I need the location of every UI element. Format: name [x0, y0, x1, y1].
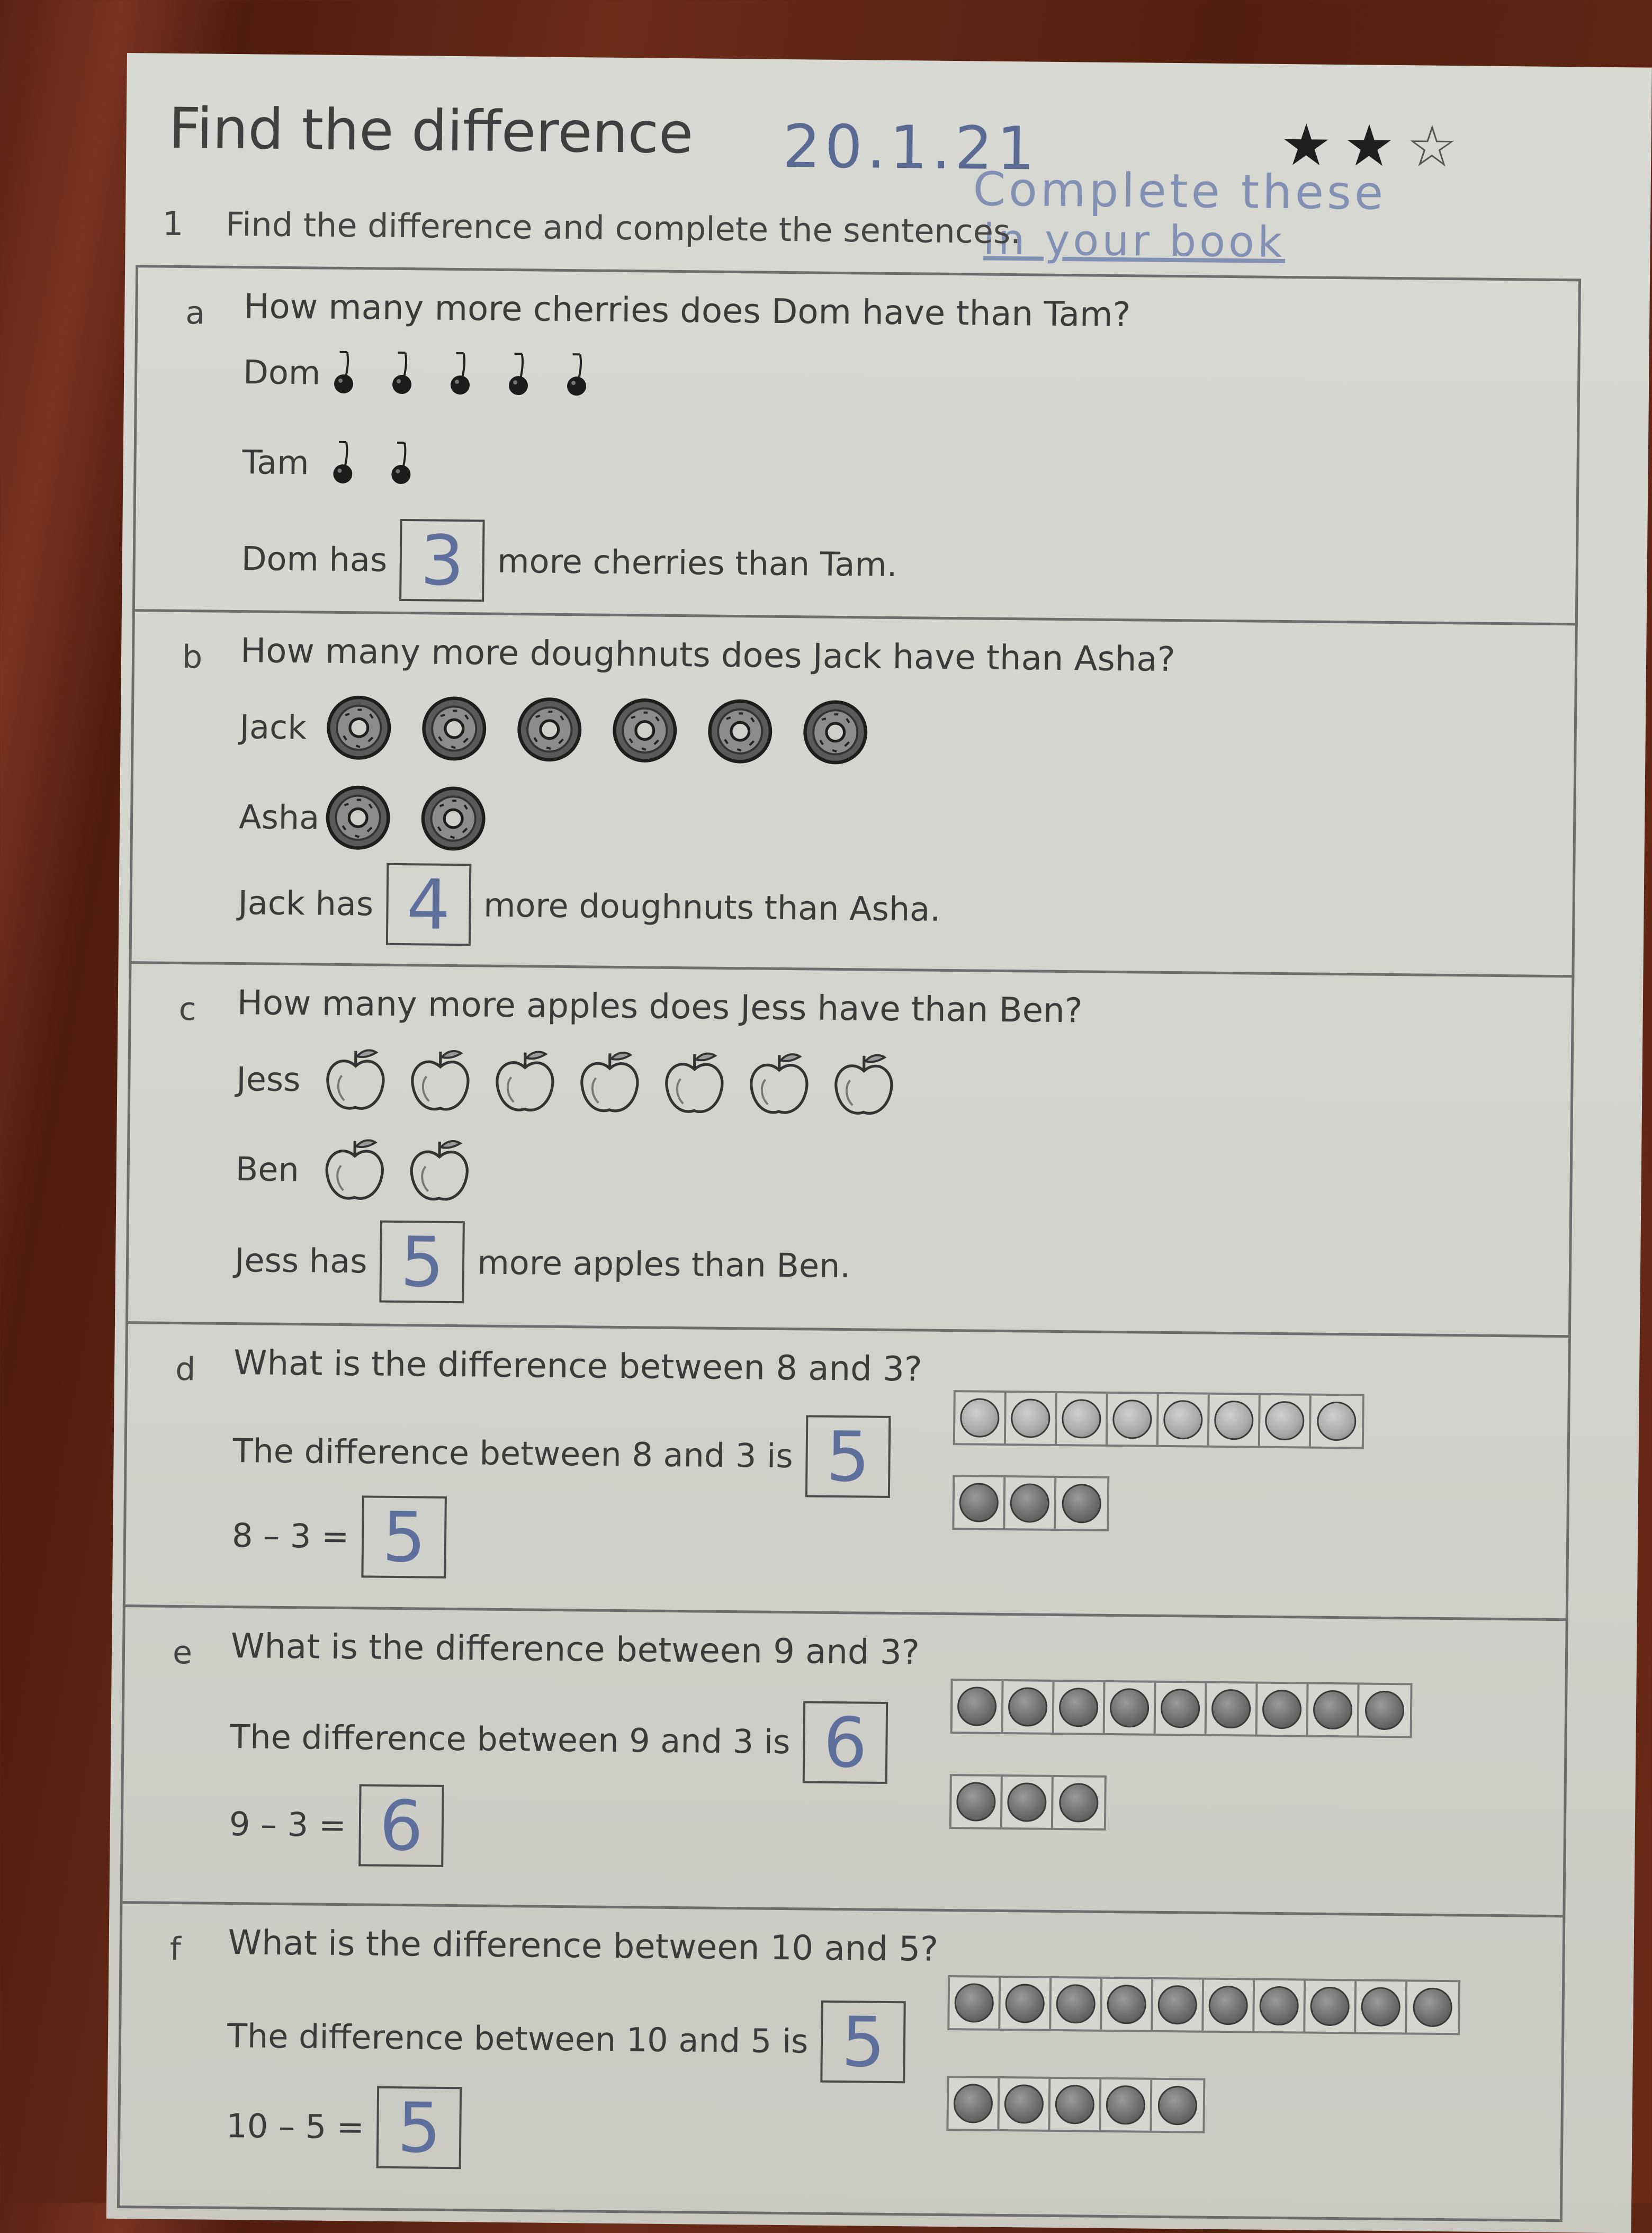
counter-strip-top	[953, 1390, 1364, 1449]
counter-icon	[1313, 1690, 1353, 1730]
sentence-start: Jess has	[235, 1241, 367, 1280]
part-d-section	[123, 1321, 1571, 1618]
counter-icon	[1265, 1401, 1305, 1441]
answer-sentence	[241, 517, 897, 606]
apple-icon	[575, 1047, 644, 1117]
counter-cell	[999, 2078, 1051, 2130]
counter-cell	[954, 1477, 1005, 1528]
part-question: How many more doughnuts does Jack have than Asha?	[240, 631, 1175, 679]
counter-strip-top	[950, 1679, 1413, 1738]
counter-icon	[1361, 1987, 1400, 2027]
equation-answer-box[interactable]: 5	[376, 2086, 462, 2169]
counter-cell	[1006, 1393, 1057, 1444]
counter-cell	[951, 1776, 1003, 1827]
counter-icon	[957, 1687, 997, 1726]
answer-box[interactable]: 5	[821, 2001, 906, 2084]
sentence-text: The difference between 9 and 3 is	[230, 1717, 791, 1761]
answer-box[interactable]: 5	[805, 1415, 891, 1498]
sentence-end: more apples than Ben.	[477, 1243, 850, 1285]
counter-icon	[1259, 1986, 1299, 2026]
counter-icon	[1106, 2085, 1146, 2125]
sentence-text: The difference between 10 and 5 is	[227, 2016, 809, 2061]
doughnut-icon	[419, 694, 489, 763]
counter-icon	[1062, 1399, 1101, 1439]
counter-icon	[1011, 1398, 1051, 1438]
counter-cell	[1359, 1684, 1411, 1736]
part-c-section	[125, 961, 1574, 1335]
doughnut-icon	[705, 697, 775, 766]
icon-row	[242, 438, 417, 487]
apple-icon	[660, 1048, 729, 1118]
equation-answer-box[interactable]: 6	[358, 1784, 444, 1867]
counter-cell	[1108, 1394, 1159, 1445]
question-grid	[117, 265, 1581, 2222]
cherry-icon	[386, 349, 418, 398]
subtraction-equation	[231, 1494, 459, 1579]
equation-text: 10 – 5 =	[226, 2106, 364, 2146]
apple-icon	[406, 1046, 475, 1115]
icon-row	[243, 348, 593, 399]
answer-sentence	[234, 1219, 850, 1307]
cherry-icon	[327, 439, 359, 487]
counter-cell	[949, 1977, 1001, 2029]
doughnut-icon	[801, 697, 870, 767]
star-filled-icon: ★	[1343, 118, 1395, 175]
cherry-icon	[385, 440, 417, 488]
counter-cell	[1002, 1777, 1054, 1828]
counter-icon	[1158, 2086, 1198, 2126]
counter-cell	[948, 2078, 1000, 2129]
part-letter: d	[175, 1351, 196, 1388]
counter-cell	[1054, 1682, 1106, 1733]
counter-cell	[1005, 1477, 1056, 1529]
counter-cell	[1207, 1683, 1258, 1735]
apple-icon	[320, 1135, 389, 1205]
handwritten-note-line2: in your book	[983, 215, 1286, 267]
part-letter: b	[182, 639, 203, 676]
cherry-icon	[444, 350, 477, 398]
counter-strip-top	[947, 1975, 1460, 2035]
counter-strip-bottom	[952, 1475, 1109, 1531]
counter-cell	[1153, 1979, 1204, 2031]
answer-box[interactable]: 5	[380, 1221, 465, 1304]
sentence-end: more doughnuts than Asha.	[483, 886, 940, 929]
equation-text: 9 – 3 =	[229, 1805, 347, 1844]
cherry-icon	[561, 351, 593, 399]
counter-icon	[1413, 1987, 1452, 2027]
counter-cell	[1056, 1478, 1107, 1529]
counter-icon	[1310, 1987, 1350, 2026]
doughnut-group	[324, 783, 488, 854]
cherry-icon	[328, 349, 360, 397]
counter-icon	[1007, 1782, 1047, 1822]
handwritten-note-line1: Complete these	[973, 162, 1386, 220]
part-e-section	[120, 1604, 1568, 1915]
apple-group	[320, 1135, 474, 1206]
answer-sentence	[238, 862, 941, 950]
sentence-text: The difference between 8 and 3 is	[232, 1431, 793, 1475]
part-b-section	[129, 609, 1578, 975]
apple-icon	[405, 1136, 474, 1205]
counter-icon	[1010, 1483, 1049, 1523]
icon-row	[239, 782, 488, 854]
counter-cell	[1057, 1393, 1108, 1445]
row-label: Dom	[243, 353, 328, 392]
counter-icon	[1056, 1984, 1096, 2024]
counter-icon	[1110, 1688, 1150, 1728]
sentence-end: more cherries than Tam.	[497, 542, 897, 584]
icon-row	[239, 692, 870, 767]
counter-icon	[960, 1398, 1000, 1438]
counter-icon	[1112, 1400, 1152, 1439]
row-label: Jess	[236, 1060, 321, 1099]
counter-icon	[1163, 1400, 1203, 1440]
equation-text: 8 – 3 =	[232, 1516, 349, 1556]
counter-icon	[1157, 1985, 1197, 2025]
part-question: What is the difference between 9 and 3?	[231, 1627, 920, 1672]
counter-icon	[1208, 1986, 1248, 2025]
answer-sentence	[227, 1995, 919, 2084]
apple-icon	[321, 1045, 390, 1115]
apple-group	[321, 1045, 899, 1119]
counter-icon	[1062, 1484, 1101, 1523]
counter-icon	[1214, 1401, 1254, 1440]
cherry-group	[327, 439, 417, 488]
counter-cell	[1053, 1777, 1105, 1828]
sentence-start: Dom has	[241, 539, 387, 579]
counter-cell	[1102, 1979, 1153, 2030]
counter-cell	[1356, 1981, 1407, 2032]
row-label: Tam	[242, 443, 327, 482]
doughnut-group	[324, 693, 870, 767]
part-question: What is the difference between 10 and 5?	[228, 1923, 938, 1969]
counter-icon	[1365, 1691, 1405, 1730]
part-question: How many more apples does Jess have than Ben?	[237, 983, 1082, 1030]
handwritten-date: 20.1.21	[783, 112, 1039, 184]
counter-cell	[1308, 1684, 1360, 1736]
doughnut-icon	[515, 695, 584, 764]
counter-cell	[1407, 1981, 1458, 2033]
counter-cell	[1000, 1978, 1052, 2029]
counter-cell	[955, 1392, 1007, 1443]
apple-icon	[829, 1050, 899, 1119]
counter-icon	[1211, 1689, 1251, 1729]
counter-cell	[1204, 1980, 1255, 2031]
icon-row	[235, 1134, 474, 1205]
question-text: Find the difference and complete the sentences.	[226, 205, 1021, 251]
counter-icon	[954, 1983, 994, 2023]
row-label: Asha	[239, 797, 324, 837]
doughnut-icon	[324, 783, 393, 853]
sentence-start: Jack has	[238, 883, 373, 923]
row-label: Ben	[235, 1150, 320, 1189]
counter-icon	[1005, 1984, 1045, 2023]
counter-cell	[1258, 1684, 1309, 1735]
counter-icon	[954, 2084, 993, 2123]
answer-box[interactable]: 6	[803, 1701, 888, 1784]
row-label: Jack	[239, 707, 325, 747]
worksheet-paper	[106, 53, 1652, 2233]
question-number: 1	[163, 204, 184, 243]
counter-icon	[1107, 1985, 1146, 2024]
counter-icon	[956, 1782, 996, 1822]
question-intro	[163, 204, 1021, 252]
answer-box[interactable]: 4	[385, 863, 471, 946]
star-filled-icon: ★	[1280, 117, 1332, 175]
counter-cell	[1003, 1681, 1055, 1733]
counter-icon	[959, 1483, 999, 1522]
cherry-group	[328, 349, 593, 399]
cherry-icon	[502, 351, 535, 399]
part-letter: c	[178, 991, 196, 1028]
counter-cell	[953, 1681, 1004, 1732]
counter-cell	[1156, 1683, 1207, 1734]
counter-cell	[1152, 2080, 1203, 2131]
part-question: What is the difference between 8 and 3?	[234, 1343, 922, 1389]
equation-answer-box[interactable]: 5	[361, 1495, 446, 1579]
subtraction-equation	[226, 2085, 475, 2169]
counter-icon	[1161, 1689, 1200, 1728]
doughnut-icon	[610, 696, 679, 765]
part-a-section	[132, 265, 1581, 623]
counter-cell	[1209, 1395, 1261, 1446]
counter-icon	[1317, 1402, 1357, 1441]
apple-icon	[490, 1047, 560, 1116]
answer-sentence	[230, 1696, 901, 1784]
doughnut-icon	[419, 784, 488, 853]
part-letter: a	[185, 294, 205, 331]
page-title: Find the difference	[168, 96, 694, 166]
part-question: How many more cherries does Dom have than Tam?	[244, 287, 1131, 335]
counter-cell	[1305, 1981, 1357, 2032]
counter-icon	[1059, 1783, 1099, 1823]
counter-icon	[1059, 1688, 1099, 1727]
counter-cell	[1051, 1978, 1102, 2030]
star-outline-icon: ☆	[1406, 118, 1458, 176]
part-letter: e	[173, 1634, 193, 1671]
counter-strip-bottom	[946, 2076, 1205, 2133]
counter-icon	[1055, 2085, 1095, 2124]
counter-cell	[1260, 1395, 1312, 1447]
doughnut-icon	[324, 693, 393, 763]
counter-cell	[1159, 1394, 1210, 1446]
counter-icon	[1004, 2084, 1044, 2124]
counter-cell	[1311, 1396, 1362, 1447]
part-f-section	[117, 1901, 1565, 2222]
counter-icon	[1262, 1690, 1302, 1729]
counter-icon	[1008, 1687, 1048, 1727]
subtraction-equation	[229, 1783, 456, 1867]
counter-cell	[1101, 2079, 1152, 2131]
counter-cell	[1254, 1980, 1306, 2032]
part-letter: f	[169, 1931, 181, 1968]
icon-row	[236, 1044, 899, 1119]
counter-cell	[1105, 1682, 1156, 1734]
counter-strip-bottom	[949, 1774, 1107, 1831]
apple-icon	[744, 1049, 814, 1118]
answer-box[interactable]: 3	[399, 519, 484, 602]
counter-cell	[1050, 2079, 1101, 2130]
answer-sentence	[232, 1410, 903, 1498]
